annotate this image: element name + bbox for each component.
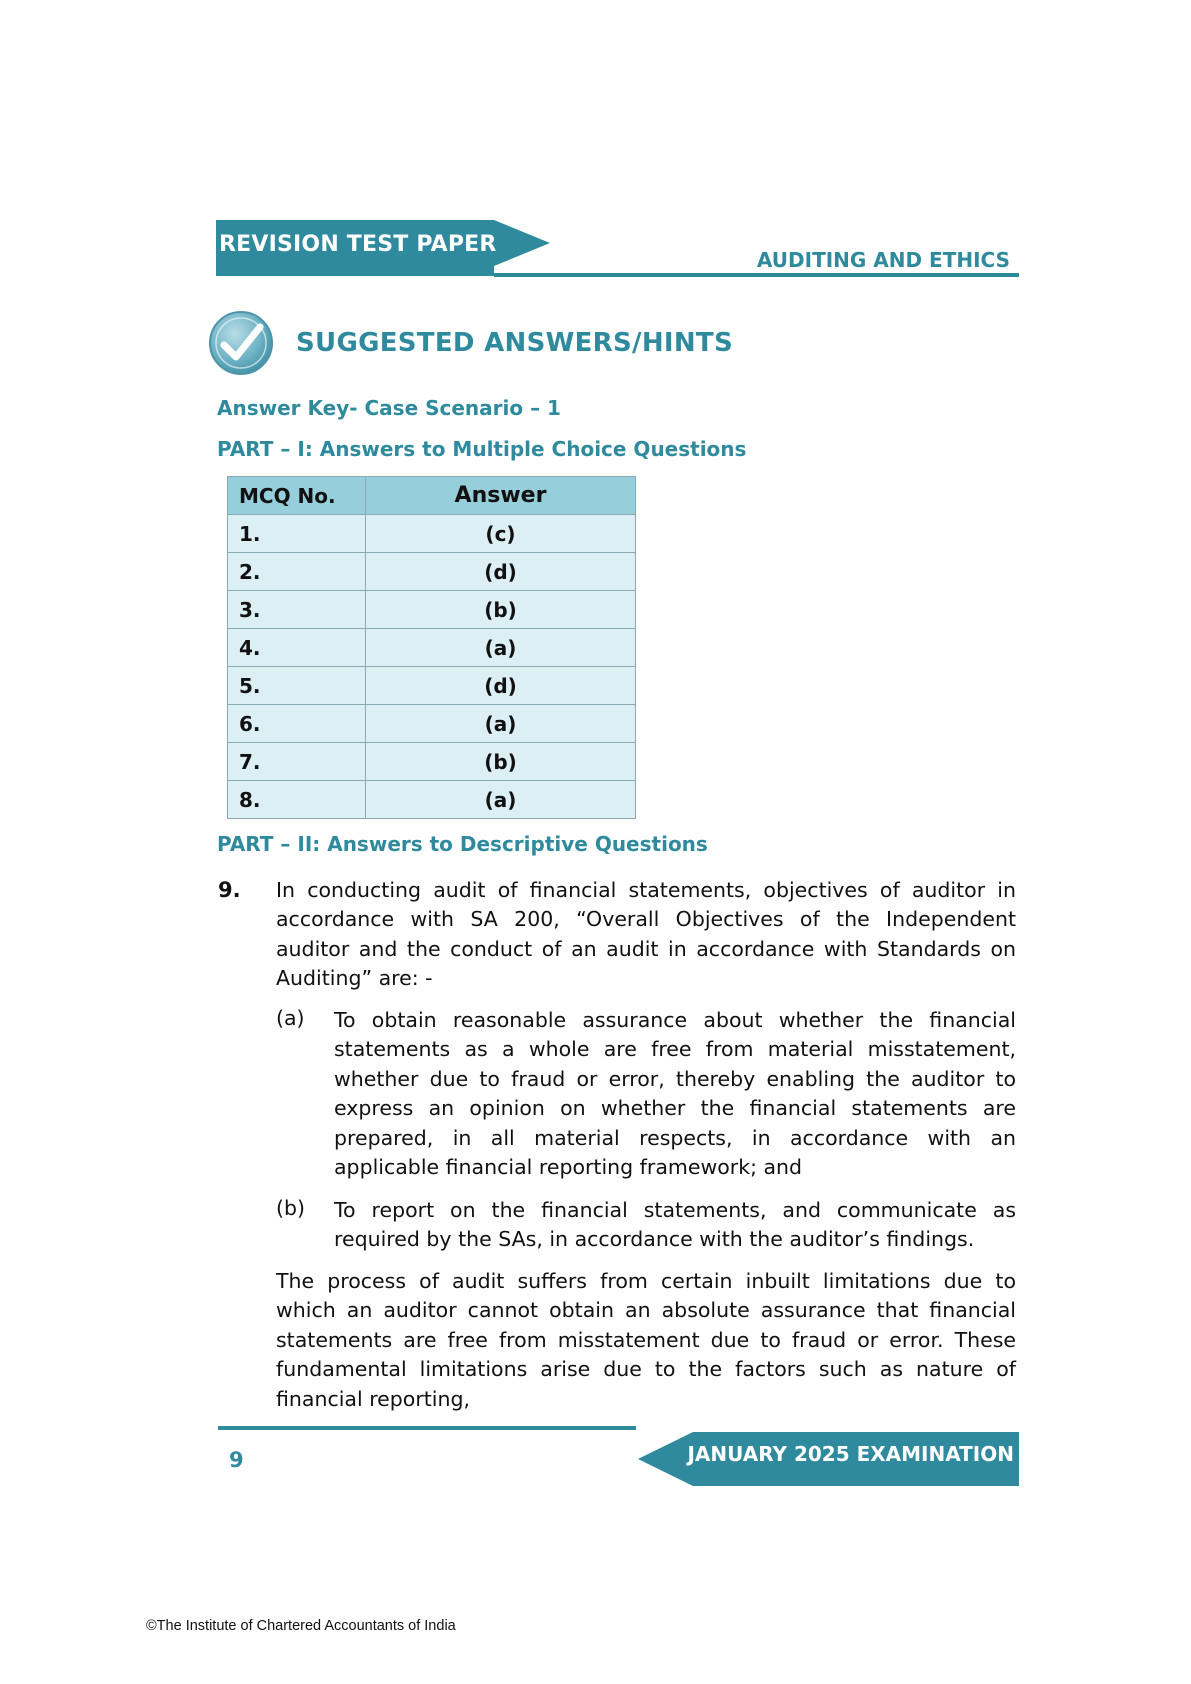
mcq-answer: (d) (366, 553, 636, 591)
mcq-answer: (b) (366, 743, 636, 781)
table-row (228, 591, 636, 629)
checkmark-icon (208, 310, 274, 376)
mcq-answer: (c) (366, 515, 636, 553)
mcq-answer: (d) (366, 667, 636, 705)
mcq-number: 3. (228, 591, 366, 629)
table-row (228, 781, 636, 819)
part2-heading: PART – II: Answers to Descriptive Questions (217, 832, 708, 856)
footer-rule (218, 1426, 636, 1430)
header-banner-arrow (494, 220, 550, 266)
page-number: 9 (229, 1448, 244, 1472)
table-row (228, 629, 636, 667)
table-row (228, 667, 636, 705)
mcq-number: 7. (228, 743, 366, 781)
header-rule (494, 273, 1019, 277)
answer-key-heading: Answer Key- Case Scenario – 1 (217, 396, 561, 420)
mcq-answer: (a) (366, 629, 636, 667)
list-item-label: (a) (276, 1006, 305, 1030)
closing-paragraph: The process of audit suffers from certain inbuilt limitations due to which an auditor cannot obtain an absolute assurance that financial statements are free from misstatement due to fraud or error. These fundamental limitations arise due to the factors such as nature of financial reporting, (276, 1269, 1016, 1411)
table-row (228, 515, 636, 553)
table-row (228, 553, 636, 591)
mcq-number: 4. (228, 629, 366, 667)
mcq-answer-table (227, 476, 636, 819)
list-item-label: (b) (276, 1196, 306, 1220)
mcq-number: 2. (228, 553, 366, 591)
header-subject: AUDITING AND ETHICS (756, 248, 1010, 272)
mcq-answer: (b) (366, 591, 636, 629)
list-item-text: To report on the financial statements, and communicate as required by the SAs, in accordance with the auditor’s findings. (334, 1198, 1016, 1252)
footer-exam-title: JANUARY 2025 EXAMINATION (687, 1442, 1014, 1466)
table-row (228, 705, 636, 743)
table-row (228, 743, 636, 781)
column-header-mcq-no: MCQ No. (228, 477, 366, 515)
part1-heading: PART – I: Answers to Multiple Choice Questions (217, 437, 747, 461)
header-banner-title: REVISION TEST PAPER (219, 232, 497, 257)
section-title: SUGGESTED ANSWERS/HINTS (296, 328, 733, 358)
table-header-row (228, 477, 636, 515)
mcq-answer: (a) (366, 705, 636, 743)
mcq-answer: (a) (366, 781, 636, 819)
column-header-answer: Answer (366, 477, 636, 515)
question-intro-paragraph: In conducting audit of financial statements, objectives of auditor in accordance with SA 200, “Overall Objectives of the Independent auditor and the conduct of an audit in accordance with Standards on Auditing” are: - (276, 878, 1016, 991)
list-item-text: To obtain reasonable assurance about whether the financial statements as a whole are free from material misstatement, whether due to fraud or error, thereby enabling the auditor to express an opinion on whether the financial statements are prepared, in all material respects, in accordance with an applicable financial reporting framework; and (334, 1008, 1016, 1180)
copyright-notice: ©The Institute of Chartered Accountants of India (146, 1618, 456, 1634)
mcq-number: 5. (228, 667, 366, 705)
question-number: 9. (218, 878, 241, 902)
mcq-number: 1. (228, 515, 366, 553)
mcq-number: 6. (228, 705, 366, 743)
mcq-number: 8. (228, 781, 366, 819)
